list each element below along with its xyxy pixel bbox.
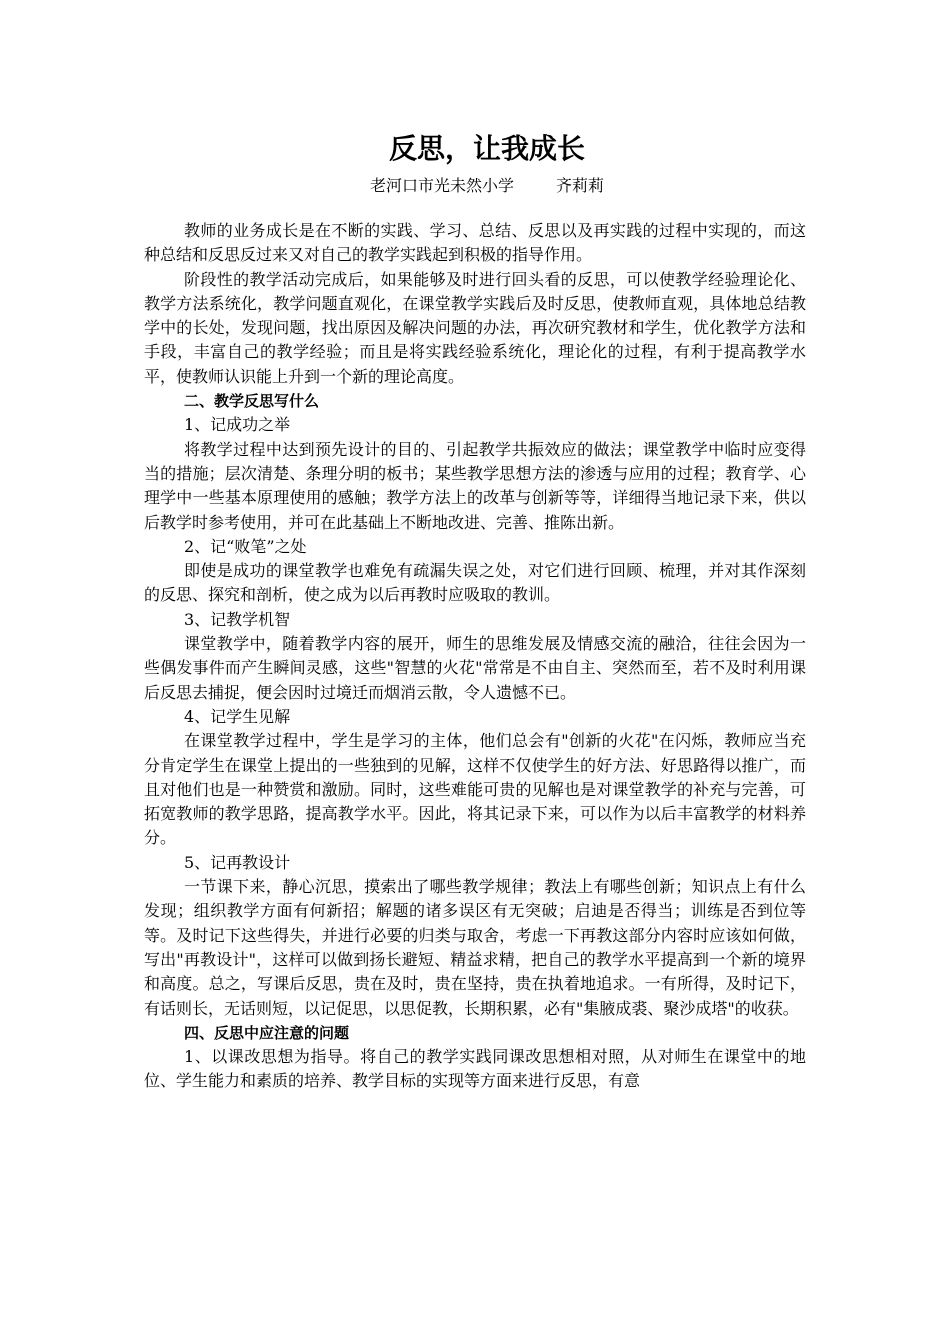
- subheading: 3、记教学机智: [184, 609, 291, 629]
- subheading: 5、记再教设计: [184, 852, 291, 872]
- paragraph: 阶段性的教学活动完成后，如果能够及时进行回头看的反思，可以使教学经验理论化、教学方法系统化，教学问题直观化，在课堂教学实践后及时反思，使教师直观，具体地总结教学中的长处，发现问题，找出原因及解决问题的办法，再次研究教材和学生，优化教学方法和手段，丰富自己的教学经验；而且是将实践经验系统化，理论化的过程，有利于提高教学水平，使教师认识能上升到一个新的理论高度。: [144, 269, 806, 386]
- document-title: 反思，让我成长: [388, 132, 585, 165]
- section-heading: 四、反思中应注意的问题: [184, 1023, 350, 1042]
- subheading: 4、记学生见解: [184, 706, 291, 726]
- paragraph: 在课堂教学过程中，学生是学习的主体，他们总会有"创新的火花"在闪烁，教师应当充分肯定学生在课堂上提出的一些独到的见解，这样不仅使学生的好方法、好思路得以推广，而且对他们也是一种赞赏和激励。同时，这些难能可贵的见解也是对课堂教学的补充与完善，可拓宽教师的教学思路，提高教学水平。因此，将其记录下来，可以作为以后丰富教学的材料养分。: [144, 731, 806, 848]
- document-body: [144, 219, 806, 1094]
- subheading: 2、记“败笔”之处: [184, 536, 307, 556]
- paragraph: 一节课下来，静心沉思，摸索出了哪些教学规律；教法上有哪些创新；知识点上有什么发现；组织教学方面有何新招；解题的诸多误区有无突破；启迪是否得当；训练是否到位等等。及时记下这些得失，并进行必要的归类与取舍，考虑一下再教这部分内容时应该如何做，写出"再教设计"，这样可以做到扬长避短、精益求精，把自己的教学水平提高到一个新的境界和高度。总之，写课后反思，贵在及时，贵在坚持，贵在执着地追求。一有所得，及时记下，有话则长，无话则短，以记促思，以思促教，长期积累，必有"集腋成裘、聚沙成塔"的收获。: [144, 877, 806, 1018]
- section-heading: 二、教学反思写什么: [184, 392, 320, 411]
- paragraph: 将教学过程中达到预先设计的目的、引起教学共振效应的做法；课堂教学中临时应变得当的措施；层次清楚、条理分明的板书；某些教学思想方法的渗透与应用的过程；教育学、心理学中一些基本原理使用的感触；教学方法上的改革与创新等等，详细得当地记录下来，供以后教学时参考使用，并可在此基础上不断地改进、完善、推陈出新。: [144, 439, 806, 532]
- school-name: 老河口市光未然小学: [369, 176, 514, 195]
- subheading: 1、记成功之举: [184, 415, 291, 435]
- document-page: [144, 125, 806, 1094]
- author-name: 齐莉莉: [556, 176, 605, 195]
- paragraph: 1、以课改思想为指导。将自己的教学实践同课改思想相对照，从对师生在课堂中的地位、学生能力和素质的培养、教学目标的实现等方面来进行反思，有意: [144, 1047, 806, 1091]
- byline: [144, 173, 806, 199]
- paragraph: 即使是成功的课堂教学也难免有疏漏失误之处，对它们进行回顾、梳理，并对其作深刻的反思、探究和剖析，使之成为以后再教时应吸取的教训。: [144, 561, 806, 605]
- paragraph: 教师的业务成长是在不断的实践、学习、总结、反思以及再实践的过程中实现的，而这种总结和反思反过来又对自己的教学实践起到积极的指导作用。: [144, 221, 806, 265]
- paragraph: 课堂教学中，随着教学内容的展开，师生的思维发展及情感交流的融洽，往往会因为一些偶发事件而产生瞬间灵感，这些"智慧的火花"常常是不由自主、突然而至，若不及时利用课后反思去捕捉，便会因时过境迁而烟消云散，令人遗憾不已。: [144, 634, 806, 702]
